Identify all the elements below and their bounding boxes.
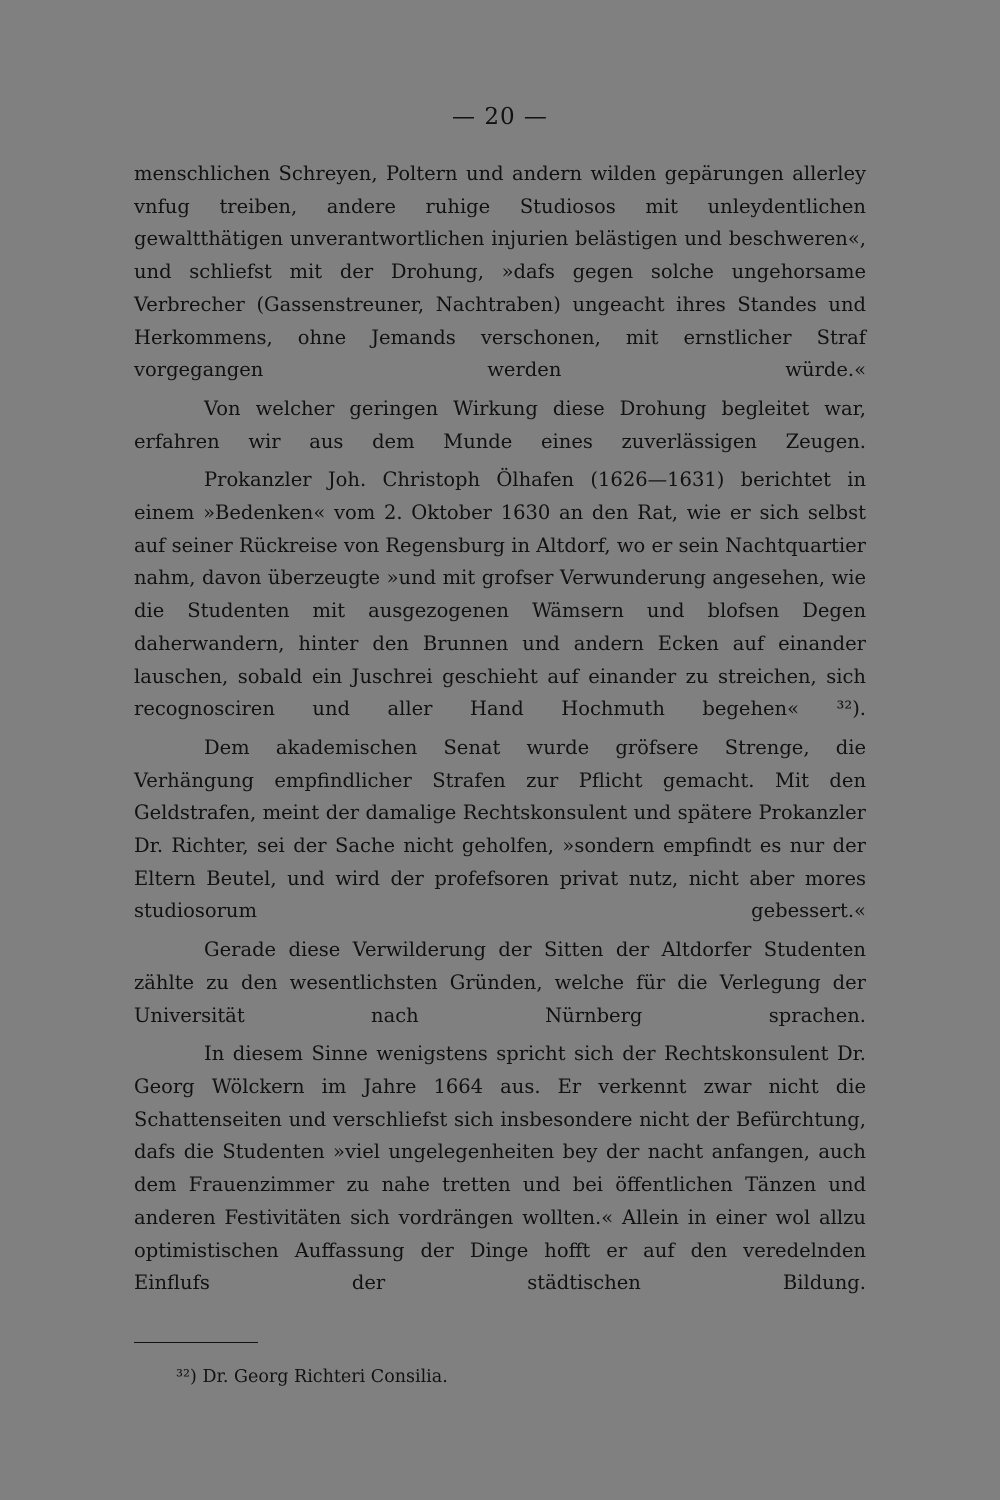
paragraph-3: Prokanzler Joh. Christoph Ölhafen (1626—1631) berichtet in einem »Bedenken« vom 2. Oktober 1630 an den Rat, wie er sich selbst auf seiner Rückreise von Regensburg in Altdorf, wo er sein Nachtquartier nahm, davon überzeugte »und mit grofser Verwunderung angesehen, wie die Studenten mit ausgezogenen Wämsern und blofsen Degen daherwandern, hinter den Brunnen und andern Ecken auf einander lauschen, sobald ein Juschrei geschieht auf einander zu streichen, sich recognosciren und aller Hand Hochmuth begehen« ³²).: [134, 468, 866, 721]
paragraph-6: In diesem Sinne wenigstens spricht sich der Rechtskonsulent Dr. Georg Wölckern im Jahre 1664 aus. Er verkennt zwar nicht die Schattenseiten und verschliefst sich insbesondere nicht der Befürchtung, dafs die Studenten »viel ungelegenheiten bey der nacht anfangen, auch dem Frauenzimmer zu nahe tretten und bei öffentlichen Tänzen und anderen Festivitäten sich vordrängen wollten.« Allein in einer wol allzu optimistischen Auffassung der Dinge hofft er auf den veredelnden Einflufs der städtischen Bildung.: [134, 1042, 866, 1295]
page-number: — 20 —: [452, 104, 548, 130]
paragraph-1: menschlichen Schreyen, Poltern und andern wilden gepärungen allerley vnfug treiben, andere ruhige Studiosos mit unleydentlichen gewaltthätigen unverantwortlichen injurien belästigen und beschweren«, und schliefst mit der Drohung, »dafs gegen solche ungehorsame Verbrecher (Gassenstreuner, Nachtraben) ungeacht ihres Standes und Herkommens, ohne Jemands verschonen, mit ernstlicher Straf vorgegangen werden würde.«: [134, 162, 866, 382]
footnote-marker: ³²): [176, 1367, 197, 1387]
body-text: [134, 158, 866, 1306]
paragraph-2: Von welcher geringen Wirkung diese Drohung begleitet war, erfahren wir aus dem Munde eines zuverlässigen Zeugen.: [134, 396, 866, 453]
paragraph-5: Gerade diese Verwilderung der Sitten der Altdorfer Studenten zählte zu den wesentlichsten Gründen, welche für die Verlegung der Universität nach Nürnberg sprachen.: [134, 938, 866, 1027]
footnote-divider: [134, 1342, 258, 1343]
paragraph-4: Dem akademischen Senat wurde gröfsere Strenge, die Verhängung empfindlicher Strafen zur Pflicht gemacht. Mit den Geldstrafen, meint der damalige Rechtskonsulent und spätere Prokanzler Dr. Richter, sei der Sache nicht geholfen, »sondern empfindt es nur der Eltern Beutel, und wird der profefsoren privat nutz, nicht aber mores studiosorum gebessert.«: [134, 735, 866, 923]
footnote-text: Dr. Georg Richteri Consilia.: [202, 1367, 448, 1387]
footnote: [176, 1364, 448, 1390]
